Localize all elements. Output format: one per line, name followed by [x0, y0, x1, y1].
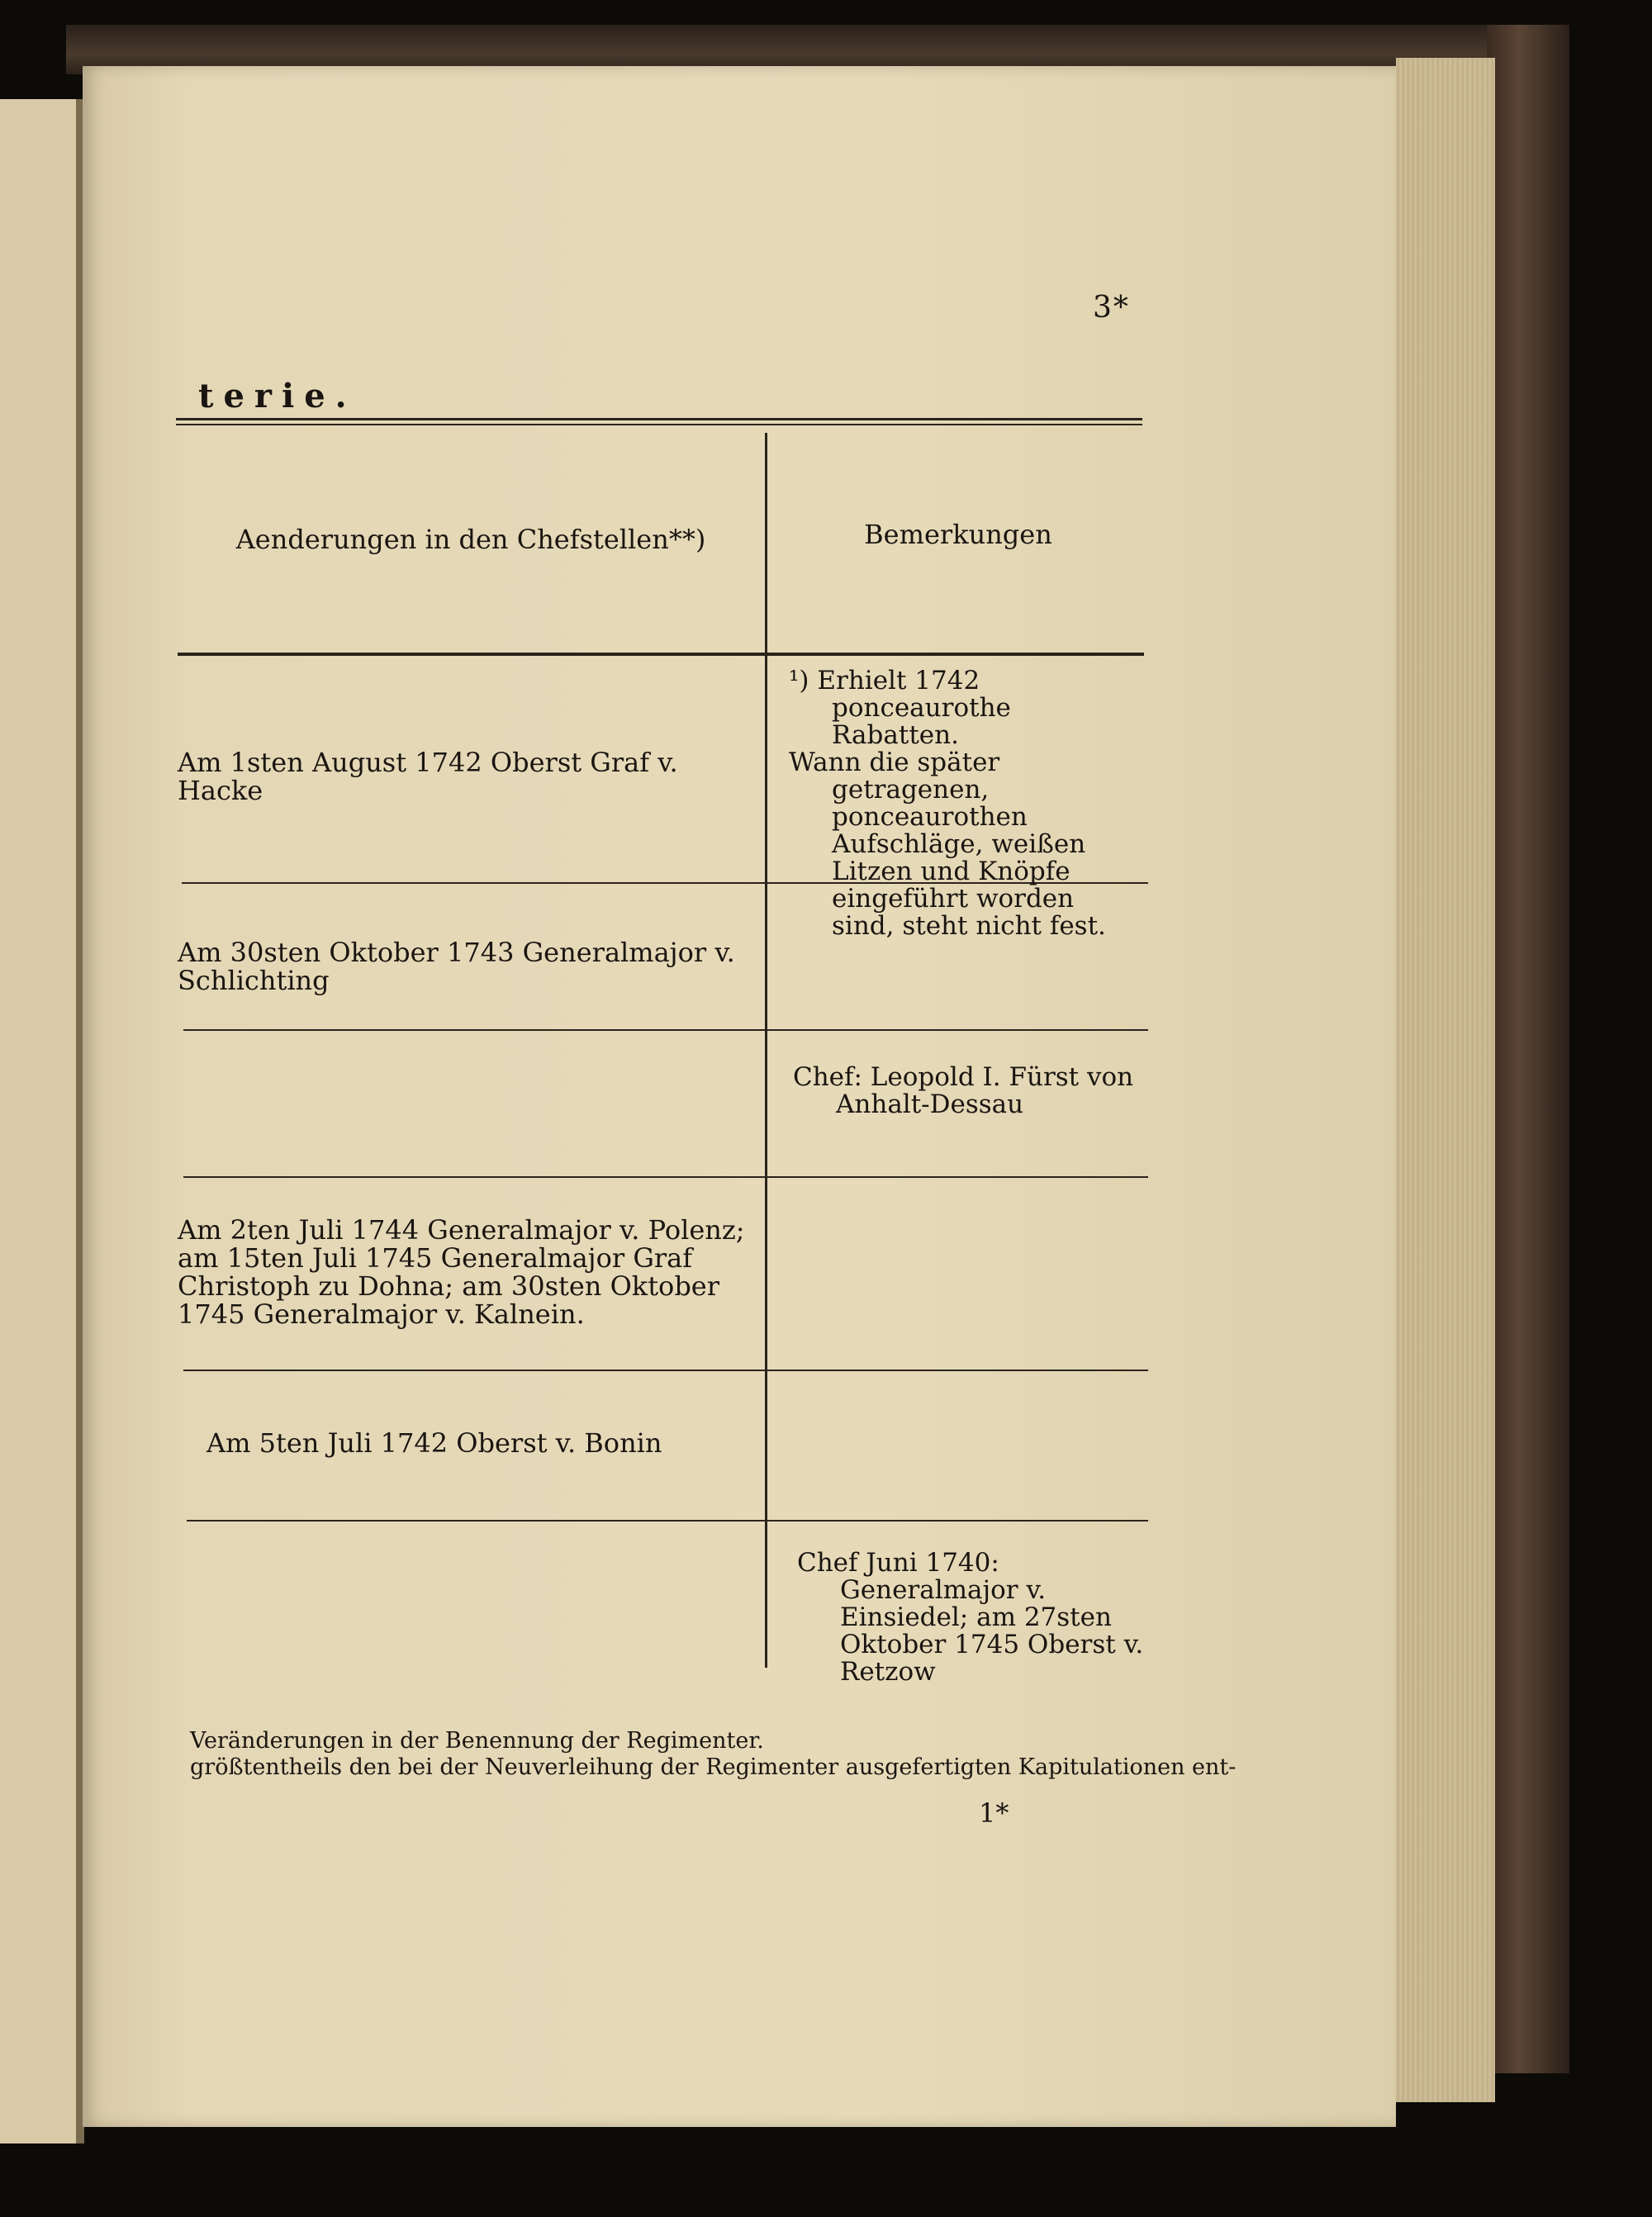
- facing-page-edge: [0, 99, 84, 2143]
- remark-line: ¹) Erhielt 1742 ponceaurothe Rabatten.: [789, 666, 1011, 750]
- table-top-rule: [176, 418, 1142, 420]
- table-row-change: Am 5ten Juli 1742 Oberst v. Bonin: [206, 1427, 662, 1459]
- row-rule: [183, 1176, 1148, 1178]
- table-top-rule-2: [176, 424, 1142, 425]
- page-stack-edge: [1396, 58, 1495, 2102]
- table-row-change: Am 30sten Oktober 1743 Generalmajor v. Schlichting: [178, 937, 735, 996]
- table-row-change: Am 2ten Juli 1744 Generalmajor v. Polenz; am 15ten Juli 1745 Generalmajor Graf Christoph zu Dohna; am 30sten Oktober 1745 Generalmajor v. Kalnein.: [178, 1214, 745, 1330]
- book-cover-edge: [1487, 25, 1569, 2073]
- footnote-line: Veränderungen in der Benennung der Regimenter.: [190, 1728, 764, 1754]
- table-row-change: Am 1sten August 1742 Oberst Graf v. Hacke: [178, 747, 678, 806]
- book-page: [83, 66, 1396, 2127]
- table-row-remark: [797, 1550, 1152, 1686]
- footnote-line: größtentheils den bei der Neuverleihung der Regimenter ausgefertigten Kapitulationen ent-: [190, 1754, 1237, 1780]
- remark-line: Wann die später getragenen, ponceaurothen Aufschläge, weißen Litzen und Knöpfe eingeführt worden sind, steht nicht fest.: [789, 748, 1106, 941]
- column-divider: [765, 433, 767, 1668]
- table-row-remark: [789, 667, 1144, 940]
- page-heading: terie.: [198, 377, 357, 415]
- remark-line: Chef Juni 1740: Generalmajor v. Einsiedel; am 27sten Oktober 1745 Oberst v. Retzow: [797, 1548, 1144, 1687]
- table-row-remark: [793, 1064, 1148, 1118]
- signature-mark: 1*: [979, 1797, 1009, 1829]
- remark-line: Chef: Leopold I. Fürst von Anhalt-Dessau: [793, 1062, 1134, 1119]
- column-header-changes: Aenderungen in den Chefstellen**): [235, 524, 706, 555]
- page-number: 3*: [1093, 291, 1130, 325]
- row-rule: [187, 1520, 1148, 1522]
- column-header-remarks: Bemerkungen: [864, 519, 1052, 550]
- header-bottom-rule: [178, 653, 1144, 656]
- row-rule: [183, 1370, 1148, 1371]
- row-rule: [183, 1029, 1148, 1031]
